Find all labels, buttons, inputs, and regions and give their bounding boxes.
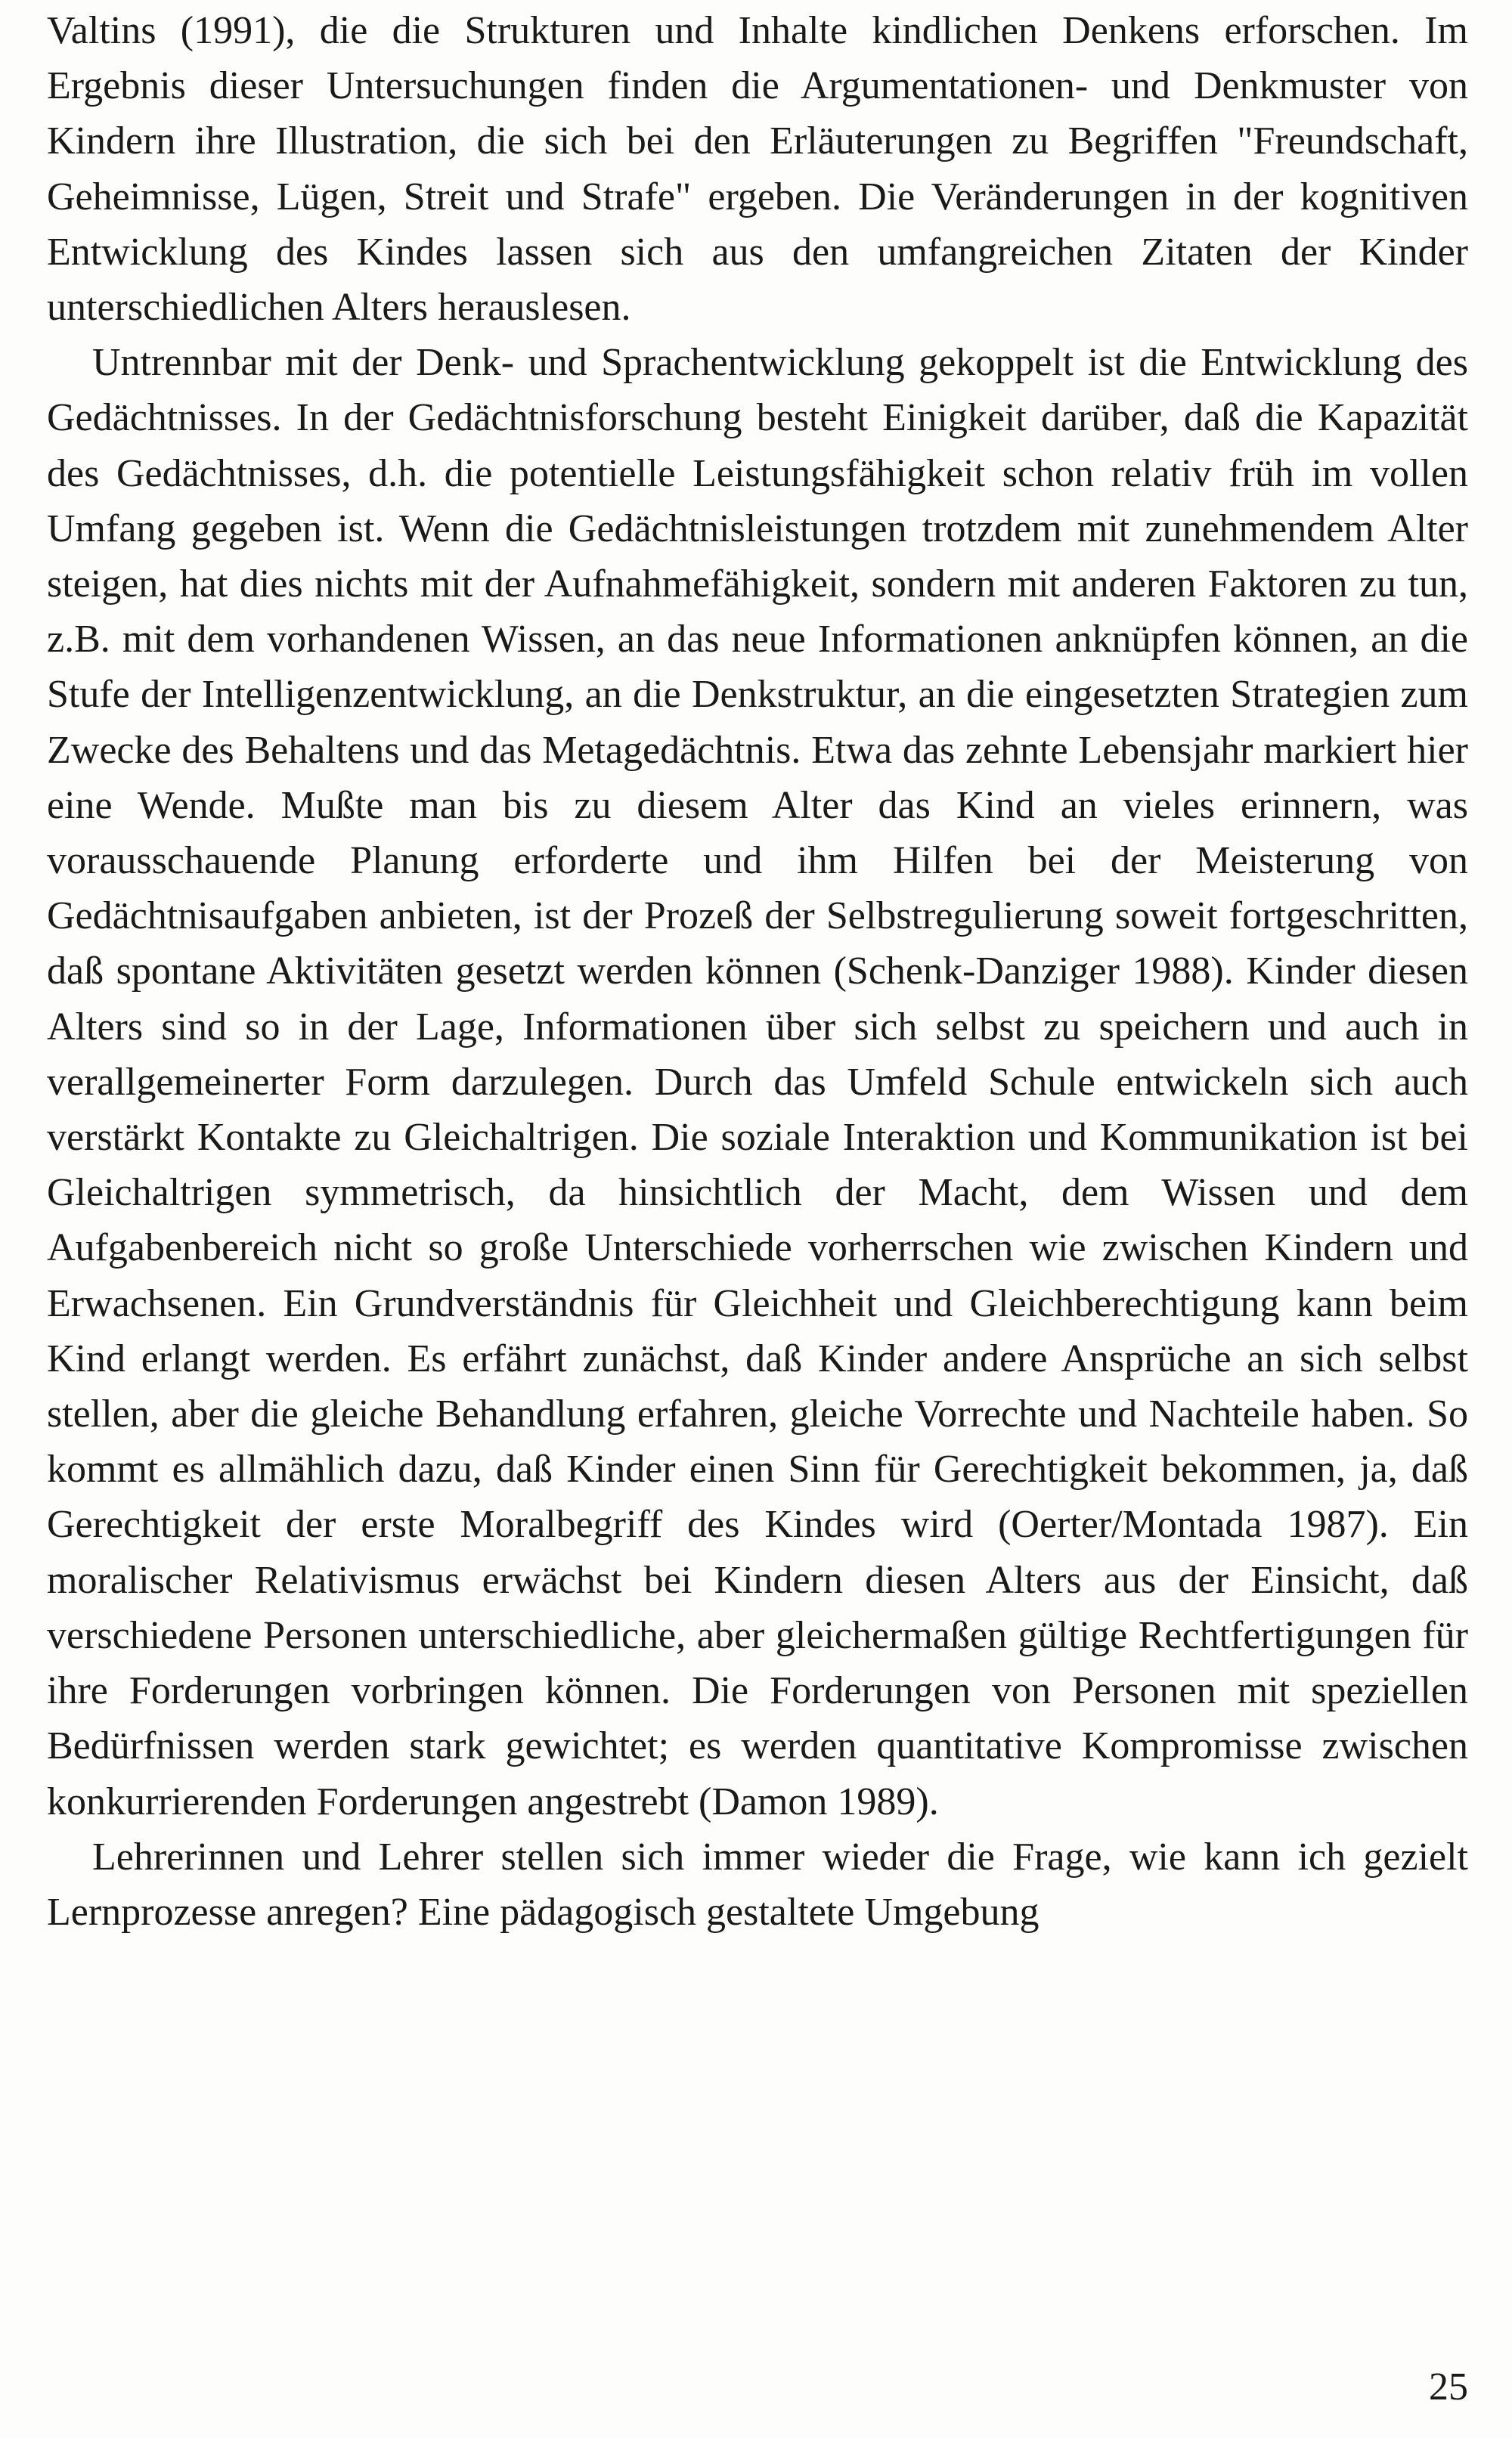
paragraph-3: Lehrerinnen und Lehrer stellen sich immer wieder die Frage, wie kann ich gezielt Lernprozesse anregen? Eine pädagogisch gestaltete Umgebung: [47, 1835, 1468, 1934]
paragraph-2: Untrennbar mit der Denk- und Sprachentwicklung gekoppelt ist die Entwicklung des Gedächtnisses. In der Gedächtnisforschung besteht Einigkeit darüber, daß die Kapazität des Gedächtnisses, d.h. die potentielle Leistungsfähigkeit schon relativ früh im vollen Umfang gegeben ist. Wenn die Gedächtnisleistungen trotzdem mit zunehmendem Alter steigen, hat dies nichts mit der Aufnahmefähigkeit, sondern mit anderen Faktoren zu tun, z.B. mit dem vorhandenen Wissen, an das neue Informationen anknüpfen können, an die Stufe der Intelligenzentwicklung, an die Denkstruktur, an die eingesetzten Strategien zum Zwecke des Behaltens und das Metagedächtnis. Etwa das zehnte Lebensjahr markiert hier eine Wende. Mußte man bis zu diesem Alter das Kind an vieles erinnern, was vorausschauende Planung erforderte und ihm Hilfen bei der Meisterung von Gedächtnisaufgaben anbieten, ist der Prozeß der Selbstregulierung soweit fortgeschritten, daß spontane Aktivitäten gesetzt werden können (Schenk-Danziger 1988). Kinder diesen Alters sind so in der Lage, Informationen über sich selbst zu speichern und auch in verallgemeinerter Form darzulegen. Durch das Umfeld Schule entwickeln sich auch verstärkt Kontakte zu Gleichaltrigen. Die soziale Interaktion und Kommunikation ist bei Gleichaltrigen symmetrisch, da hinsichtlich der Macht, dem Wissen und dem Aufgabenbereich nicht so große Unterschiede vorherrschen wie zwischen Kindern und Erwachsenen. Ein Grundverständnis für Gleichheit und Gleichberechtigung kann beim Kind erlangt werden. Es erfährt zunächst, daß Kinder andere Ansprüche an sich selbst stellen, aber die gleiche Behandlung erfahren, gleiche Vorrechte und Nachteile haben. So kommt es allmählich dazu, daß Kinder einen Sinn für Gerechtigkeit bekommen, ja, daß Gerechtigkeit der erste Moralbegriff des Kindes wird (Oerter/Montada 1987). Ein moralischer Relativismus erwächst bei Kindern diesen Alters aus der Einsicht, daß verschiedene Personen unterschiedliche, aber gleichermaßen gültige Rechtfertigungen für ihre Forderungen vorbringen können. Die Forderungen von Personen mit speziellen Bedürfnissen werden stark gewichtet; es werden quantitative Kompromisse zwischen konkurrierenden Forderungen angestrebt (Damon 1989).: [47, 341, 1468, 1823]
paragraph-1: Valtins (1991), die die Strukturen und Inhalte kindlichen Denkens erforschen. Im Ergebnis dieser Untersuchungen finden die Argumentationen- und Denkmuster von Kindern ihre Illustration, die sich bei den Erläuterungen zu Begriffen "Freundschaft, Geheimnisse, Lügen, Streit und Strafe" ergeben. Die Veränderungen in der kognitiven Entwicklung des Kindes lassen sich aus den umfangreichen Zitaten der Kinder unterschiedlichen Alters herauslesen.: [47, 9, 1468, 330]
body-text: [47, 3, 1468, 1940]
page-number: 25: [1429, 2365, 1468, 2409]
